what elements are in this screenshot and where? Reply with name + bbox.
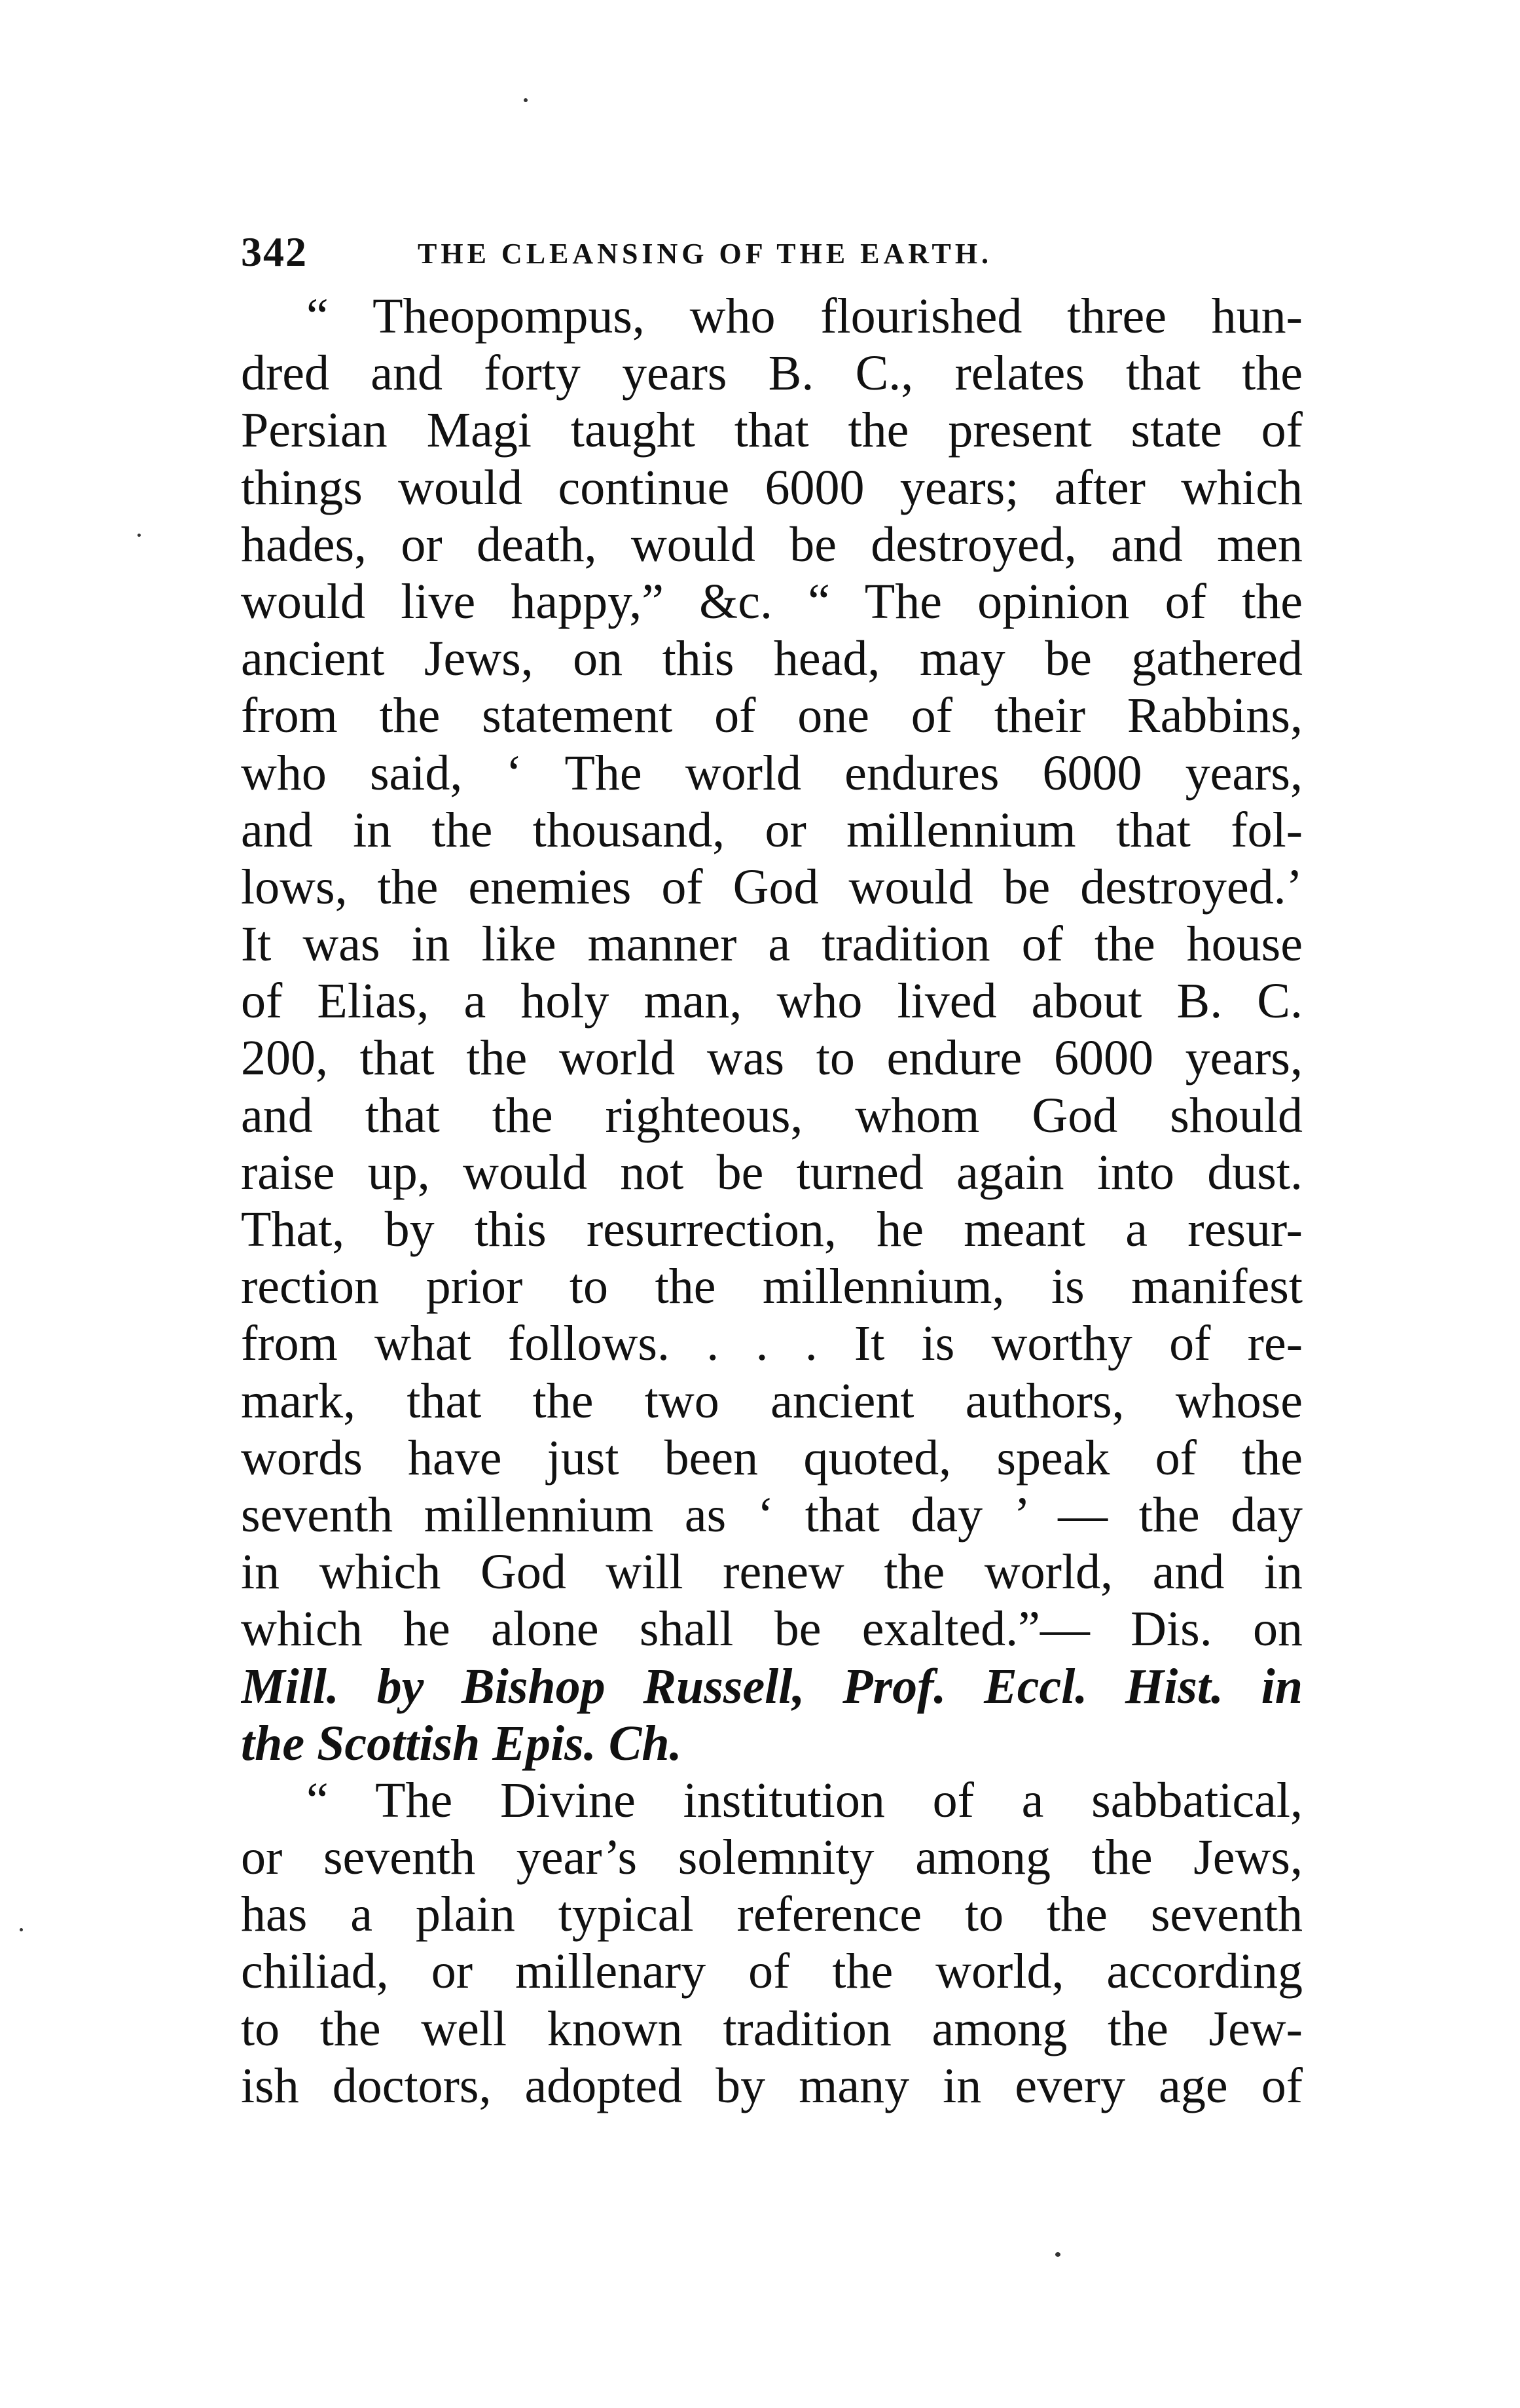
text-line: has a plain typical reference to the seventh — [241, 1887, 1303, 1943]
text-line: would live happy,” &c. “ The opinion of the — [241, 574, 1303, 629]
page-number: 342 — [241, 228, 308, 275]
body-text — [241, 288, 1303, 2115]
scan-speck — [137, 534, 141, 537]
text-line: Persian Magi taught that the present state of — [241, 403, 1303, 458]
text-line: to the well known tradition among the Jew- — [241, 2001, 1303, 2056]
scan-speck — [524, 98, 528, 102]
text-line: in which God will renew the world, and in — [241, 1544, 1303, 1600]
text-line: hades, or death, would be destroyed, and men — [241, 517, 1303, 572]
text-line: 200, that the world was to endure 6000 years, — [241, 1031, 1303, 1086]
page-header — [241, 228, 1295, 280]
text-line: lows, the enemies of God would be destroyed.’ — [241, 859, 1303, 915]
citation-line: the Scottish Epis. Ch. — [241, 1715, 682, 1771]
text-line: things would continue 6000 years; after which — [241, 460, 1303, 515]
scan-speck — [1055, 2252, 1060, 2257]
text-line: or seventh year’s solemnity among the Jews, — [241, 1830, 1303, 1886]
text-line: who said, ‘ The world endures 6000 years, — [241, 745, 1303, 801]
text-line: which he alone shall be exalted.”— Dis. on — [241, 1601, 1303, 1657]
text-line: from the statement of one of their Rabbins, — [241, 688, 1303, 744]
text-line: That, by this resurrection, he meant a resur- — [241, 1202, 1303, 1257]
text-line: from what follows. . . . It is worthy of re- — [241, 1316, 1303, 1372]
text-line: It was in like manner a tradition of the house — [241, 917, 1303, 972]
text-line: chiliad, or millenary of the world, according — [241, 1944, 1303, 1999]
running-head: THE CLEANSING OF THE EARTH. — [418, 238, 993, 270]
text-line: of Elias, a holy man, who lived about B. C. — [241, 974, 1303, 1029]
text-line: and that the righteous, whom God should — [241, 1087, 1303, 1143]
text-line: “ Theopompus, who flourished three hun- — [306, 289, 1303, 344]
text-line: seventh millennium as ‘ that day ’ — the day — [241, 1487, 1303, 1542]
text-line: mark, that the two ancient authors, whose — [241, 1373, 1303, 1429]
text-line: raise up, would not be turned again into dust. — [241, 1144, 1303, 1200]
text-line: “ The Divine institution of a sabbatical, — [306, 1772, 1303, 1828]
text-line: and in the thousand, or millennium that fol- — [241, 802, 1303, 858]
text-line: words have just been quoted, speak of the — [241, 1430, 1303, 1486]
text-line: dred and forty years B. C., relates that the — [241, 346, 1303, 401]
text-line: ish doctors, adopted by many in every age of — [241, 2058, 1303, 2113]
citation-line: Mill. by Bishop Russell, Prof. Eccl. Hist. in — [241, 1658, 1303, 1714]
text-line: rection prior to the millennium, is manifest — [241, 1259, 1303, 1315]
text-line: ancient Jews, on this head, may be gathered — [241, 631, 1303, 687]
scan-speck — [20, 1928, 23, 1931]
